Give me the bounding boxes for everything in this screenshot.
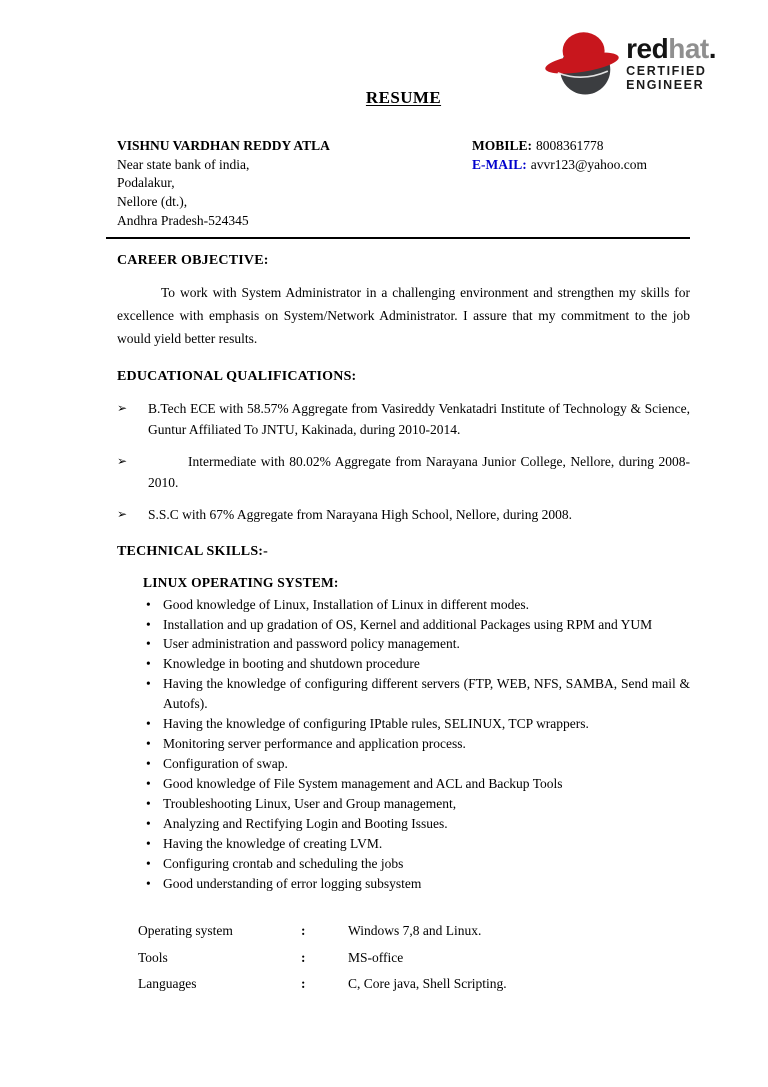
- candidate-name: VISHNU VARDHAN REDDY ATLA: [117, 138, 330, 153]
- bullet-icon: •: [146, 676, 151, 692]
- education-list: [117, 399, 690, 526]
- logo-brand-wordmark: [626, 34, 716, 63]
- education-item: [117, 505, 690, 526]
- education-item: [117, 399, 690, 441]
- email-value: avvr123@yahoo.com: [530, 156, 648, 172]
- bullet-icon: •: [146, 836, 151, 852]
- bullet-icon: •: [146, 616, 151, 632]
- bullet-icon: •: [146, 776, 151, 792]
- address-line: Near state bank of india,: [117, 156, 250, 172]
- skill-item-text: Having the knowledge of configuring different servers (FTP, WEB, NFS, SAMBA, Send mail & Autofs).: [163, 676, 690, 712]
- skill-item: [117, 854, 690, 874]
- skill-item-text: Having the knowledge of creating LVM.: [163, 836, 383, 852]
- email-label: E-MAIL:: [472, 156, 527, 172]
- redhat-fedora-icon: [540, 24, 624, 102]
- skill-item: [117, 634, 690, 654]
- skill-item-text: Good knowledge of File System management and ACL and Backup Tools: [163, 776, 563, 792]
- skill-item: [117, 615, 690, 635]
- skill-item: [117, 714, 690, 734]
- skill-item: [117, 595, 690, 615]
- skill-item-text: Having the knowledge of configuring IPtable rules, SELINUX, TCP wrappers.: [163, 716, 589, 732]
- skill-item: [117, 774, 690, 794]
- education-heading: EDUCATIONAL QUALIFICATIONS:: [117, 368, 357, 384]
- contact-reach-block: [472, 137, 647, 230]
- linux-os-subheading: LINUX OPERATING SYSTEM:: [143, 574, 339, 590]
- skills-summary-table: [117, 921, 690, 994]
- document-title: RESUME: [365, 88, 442, 107]
- redhat-certified-engineer-logo: [540, 24, 716, 102]
- arrow-bullet-icon: ➢: [117, 400, 128, 415]
- table-row-label: Operating system: [138, 923, 233, 939]
- table-row-value: MS-office: [348, 949, 404, 965]
- bullet-icon: •: [146, 756, 151, 772]
- arrow-bullet-icon: ➢: [117, 506, 128, 521]
- bullet-icon: •: [146, 796, 151, 812]
- education-item-text: S.S.C with 67% Aggregate from Narayana High School, Nellore, during 2008.: [148, 506, 573, 522]
- bullet-icon: •: [146, 716, 151, 732]
- skill-item-text: Installation and up gradation of OS, Kernel and additional Packages using RPM and YUM: [163, 616, 653, 632]
- table-row-value: Windows 7,8 and Linux.: [348, 923, 482, 939]
- bullet-icon: •: [146, 736, 151, 752]
- skills-list: [117, 595, 690, 895]
- address-line: Nellore (dt.),: [117, 193, 188, 209]
- table-row: [138, 921, 690, 941]
- skill-item-text: Knowledge in booting and shutdown procedure: [163, 656, 420, 672]
- bullet-icon: •: [146, 596, 151, 612]
- skill-item: [117, 654, 690, 674]
- education-item-text: Intermediate with 80.02% Aggregate from Narayana Junior College, Nellore, during 2008-2010.: [148, 453, 690, 490]
- logo-brand-hat: hat: [668, 33, 709, 65]
- logo-text: [626, 34, 716, 91]
- bullet-icon: •: [146, 856, 151, 872]
- mobile-row: [472, 137, 647, 156]
- skill-item-text: Good understanding of error logging subsystem: [163, 876, 422, 892]
- address-line: Podalakur,: [117, 175, 175, 191]
- email-row: [472, 156, 647, 175]
- education-item-text: B.Tech ECE with 58.57% Aggregate from Vasireddy Venkatadri Institute of Technology & Science, Guntur Affiliated To JNTU, Kakinada, during 2010-2014.: [148, 400, 690, 437]
- skill-item-text: Analyzing and Rectifying Login and Booting Issues.: [163, 816, 448, 832]
- table-row: [138, 948, 690, 968]
- contact-address-block: [117, 137, 472, 230]
- career-objective-text: To work with System Administrator in a challenging environment and strengthen my skills for excellence with emphasis on System/Network Administrator. I assure that my commitment to the job would yield better results.: [117, 285, 690, 346]
- skill-item: [117, 814, 690, 834]
- arrow-bullet-icon: ➢: [117, 453, 128, 468]
- skill-item-text: User administration and password policy management.: [163, 636, 460, 652]
- skill-item: [117, 754, 690, 774]
- skill-item-text: Configuring crontab and scheduling the jobs: [163, 856, 404, 872]
- logo-brand-red: red: [626, 33, 669, 65]
- table-row-separator: :: [301, 923, 306, 939]
- skill-item: [117, 674, 690, 714]
- mobile-label: MOBILE:: [472, 138, 533, 153]
- technical-skills-heading: TECHNICAL SKILLS:-: [117, 543, 269, 559]
- logo-engineer-line: ENGINEER: [626, 77, 705, 92]
- table-row-label: Tools: [138, 949, 168, 965]
- table-row-value: C, Core java, Shell Scripting.: [348, 976, 507, 992]
- skill-item-text: Good knowledge of Linux, Installation of Linux in different modes.: [163, 596, 530, 612]
- table-row-separator: :: [301, 949, 306, 965]
- skill-item-text: Monitoring server performance and application process.: [163, 736, 466, 752]
- logo-certified-line: CERTIFIED: [626, 63, 707, 78]
- bullet-icon: •: [146, 876, 151, 892]
- mobile-value: 8008361778: [536, 138, 604, 153]
- table-row: [138, 974, 690, 994]
- bullet-icon: •: [146, 636, 151, 652]
- logo-brand-dot: .: [708, 33, 716, 65]
- skill-item-text: Configuration of swap.: [163, 756, 288, 772]
- skill-item-text: Troubleshooting Linux, User and Group management,: [163, 796, 457, 812]
- table-row-separator: :: [301, 976, 306, 992]
- skill-item: [117, 734, 690, 754]
- career-objective-heading: CAREER OBJECTIVE:: [117, 253, 269, 269]
- contact-section: [117, 137, 690, 230]
- education-item: [117, 452, 690, 494]
- skill-item: [117, 794, 690, 814]
- skill-item: [117, 874, 690, 894]
- bullet-icon: •: [146, 816, 151, 832]
- address-line: Andhra Pradesh-524345: [117, 212, 249, 228]
- bullet-icon: •: [146, 656, 151, 672]
- table-row-label: Languages: [138, 976, 197, 992]
- section-divider: [106, 237, 690, 239]
- skill-item: [117, 834, 690, 854]
